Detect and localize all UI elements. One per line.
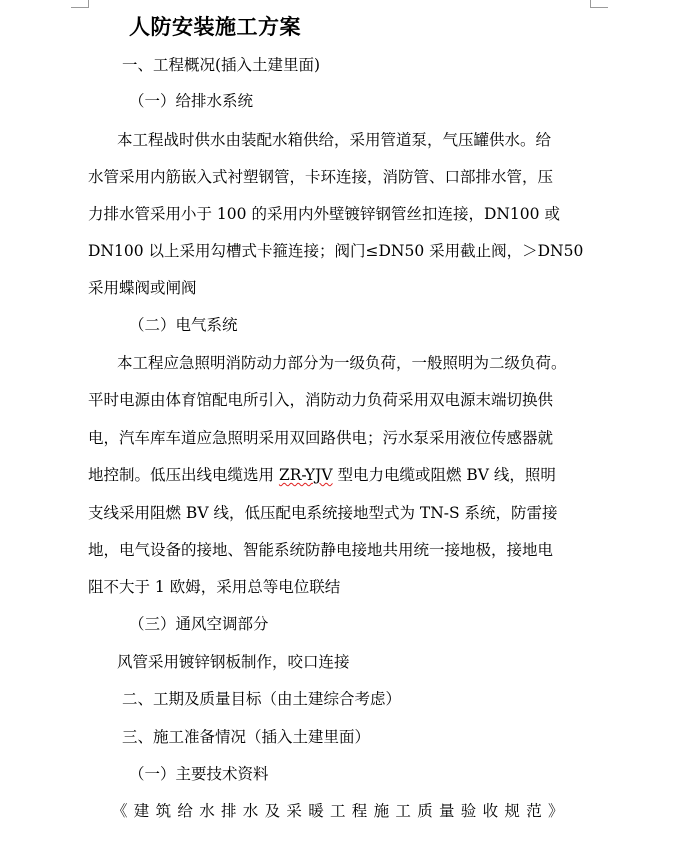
paragraph-line: 本工程应急照明消防动力部分为一级负荷，一般照明为二级负荷。 [117,354,567,372]
paragraph-line: 本工程战时供水由装配水箱供给，采用管道泵，气压罐供水。给 [117,131,552,149]
subsection-hvac-heading: （三）通风空调部分 [129,615,269,633]
document-title: 人防安装施工方案 [129,14,301,39]
subsection-tech-docs-heading: （一）主要技术资料 [129,765,269,783]
line-text: 地控制。低压出线电缆选用 [88,466,279,484]
section-3-heading: 三、施工准备情况（插入土建里面） [122,728,371,746]
paragraph-line: 地，电气设备的接地、智能系统防静电接地共用统一接地极，接地电 [88,541,554,559]
crop-mark-top-left [71,0,89,8]
spellcheck-flagged-word: ZR-YJV [278,466,333,484]
paragraph-line [88,465,556,485]
subsection-water-heading: （一）给排水系统 [129,92,254,110]
section-1-heading: 一、工程概况(插入土建里面) [122,56,321,74]
paragraph-line: 阻不大于 1 欧姆，采用总等电位联结 [88,578,341,596]
paragraph-line: 平时电源由体育馆配电所引入，消防动力负荷采用双电源末端切换供 [88,391,554,409]
paragraph-line: 力排水管采用小于 100 的采用内外壁镀锌钢管丝扣连接，DN100 或 [88,205,560,223]
crop-mark-top-right [590,0,608,8]
paragraph-line: 《建筑给水排水及采暖工程施工质量验收规范》 [112,802,570,820]
paragraph-line: 电，汽车库车道应急照明采用双回路供电；污水泵采用液位传感器就 [88,429,554,447]
paragraph-line: 水管采用内筋嵌入式衬塑钢管，卡环连接，消防管、口部排水管，压 [88,168,554,186]
paragraph-line: 风管采用镀锌钢板制作，咬口连接 [117,653,350,671]
subsection-electrical-heading: （二）电气系统 [129,316,238,334]
section-2-heading: 二、工期及质量目标（由土建综合考虑） [122,690,402,708]
paragraph-line: DN100 以上采用勾槽式卡箍连接；阀门≤DN50 采用截止阀，＞DN50 [88,242,584,260]
paragraph-line: 采用蝶阀或闸阀 [88,279,197,297]
line-text: 型电力电缆或阻燃 BV 线，照明 [332,466,556,484]
paragraph-line: 支线采用阻燃 BV 线，低压配电系统接地型式为 TN-S 系统，防雷接 [88,504,558,522]
